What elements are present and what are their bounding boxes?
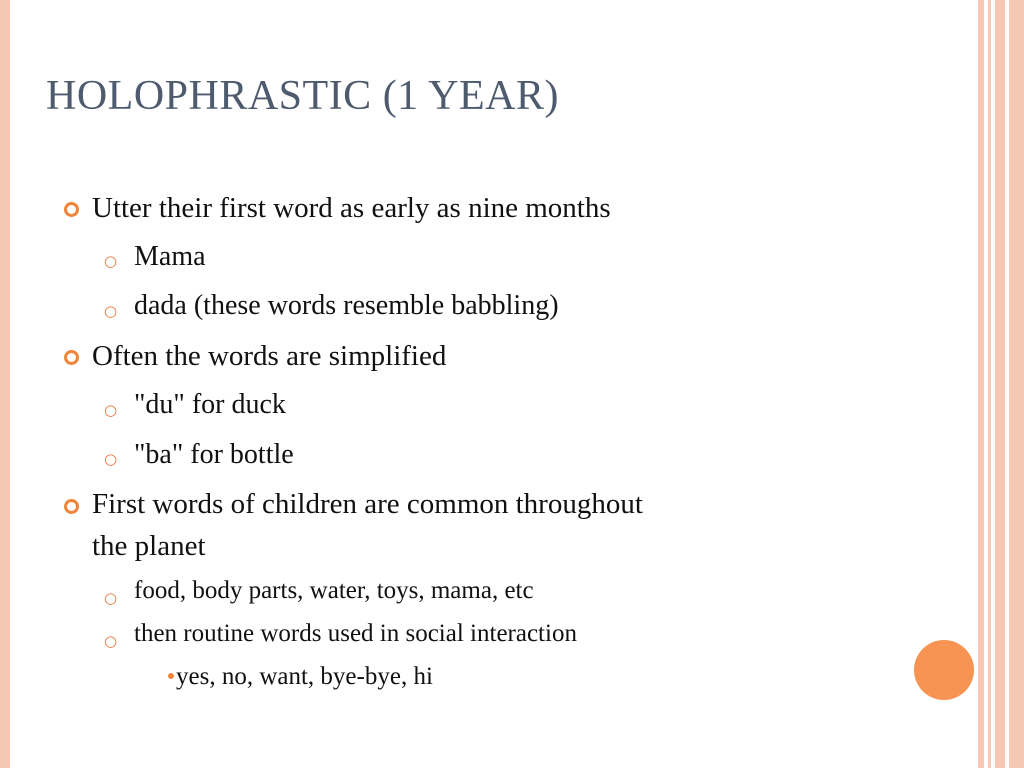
right-border-stripe [988,0,991,768]
sub-bullet-circle-icon: ○ [104,450,118,468]
sub-bullet-text: dada (these words resemble babbling) [134,290,559,321]
bullet-circle-icon [64,202,79,217]
right-border-stripe [995,0,1005,768]
slide-title: HOLOPHRASTIC (1 YEAR) [46,73,559,119]
bullet-text-line2: the planet [92,530,206,562]
sub-sub-bullet-text: yes, no, want, bye-bye, hi [176,663,433,690]
sub-bullet-text: "ba" for bottle [134,439,294,470]
sub-bullet-circle-icon: ○ [104,401,118,419]
bullet-circle-icon [64,499,79,514]
left-border-stripe [0,0,10,768]
sub-bullet-circle-icon: ○ [104,589,118,607]
right-border-stripe [1009,0,1024,768]
accent-circle-decoration [914,640,974,700]
sub-bullet-circle-icon: ○ [104,252,118,270]
bullet-text-line1: First words of children are common throughout [92,488,643,520]
sub-bullet-text: Mama [134,241,206,272]
sub-bullet-circle-icon: ○ [104,302,118,320]
sub-sub-bullet-dot-icon [168,673,174,679]
sub-bullet-circle-icon: ○ [104,632,118,650]
bullet-text: Often the words are simplified [92,340,447,372]
bullet-text: Utter their first word as early as nine months [92,192,611,224]
sub-bullet-text: "du" for duck [134,389,286,420]
bullet-circle-icon [64,350,79,365]
sub-bullet-text: food, body parts, water, toys, mama, etc [134,577,534,604]
right-border-stripe [978,0,984,768]
sub-bullet-text: then routine words used in social interaction [134,620,577,647]
